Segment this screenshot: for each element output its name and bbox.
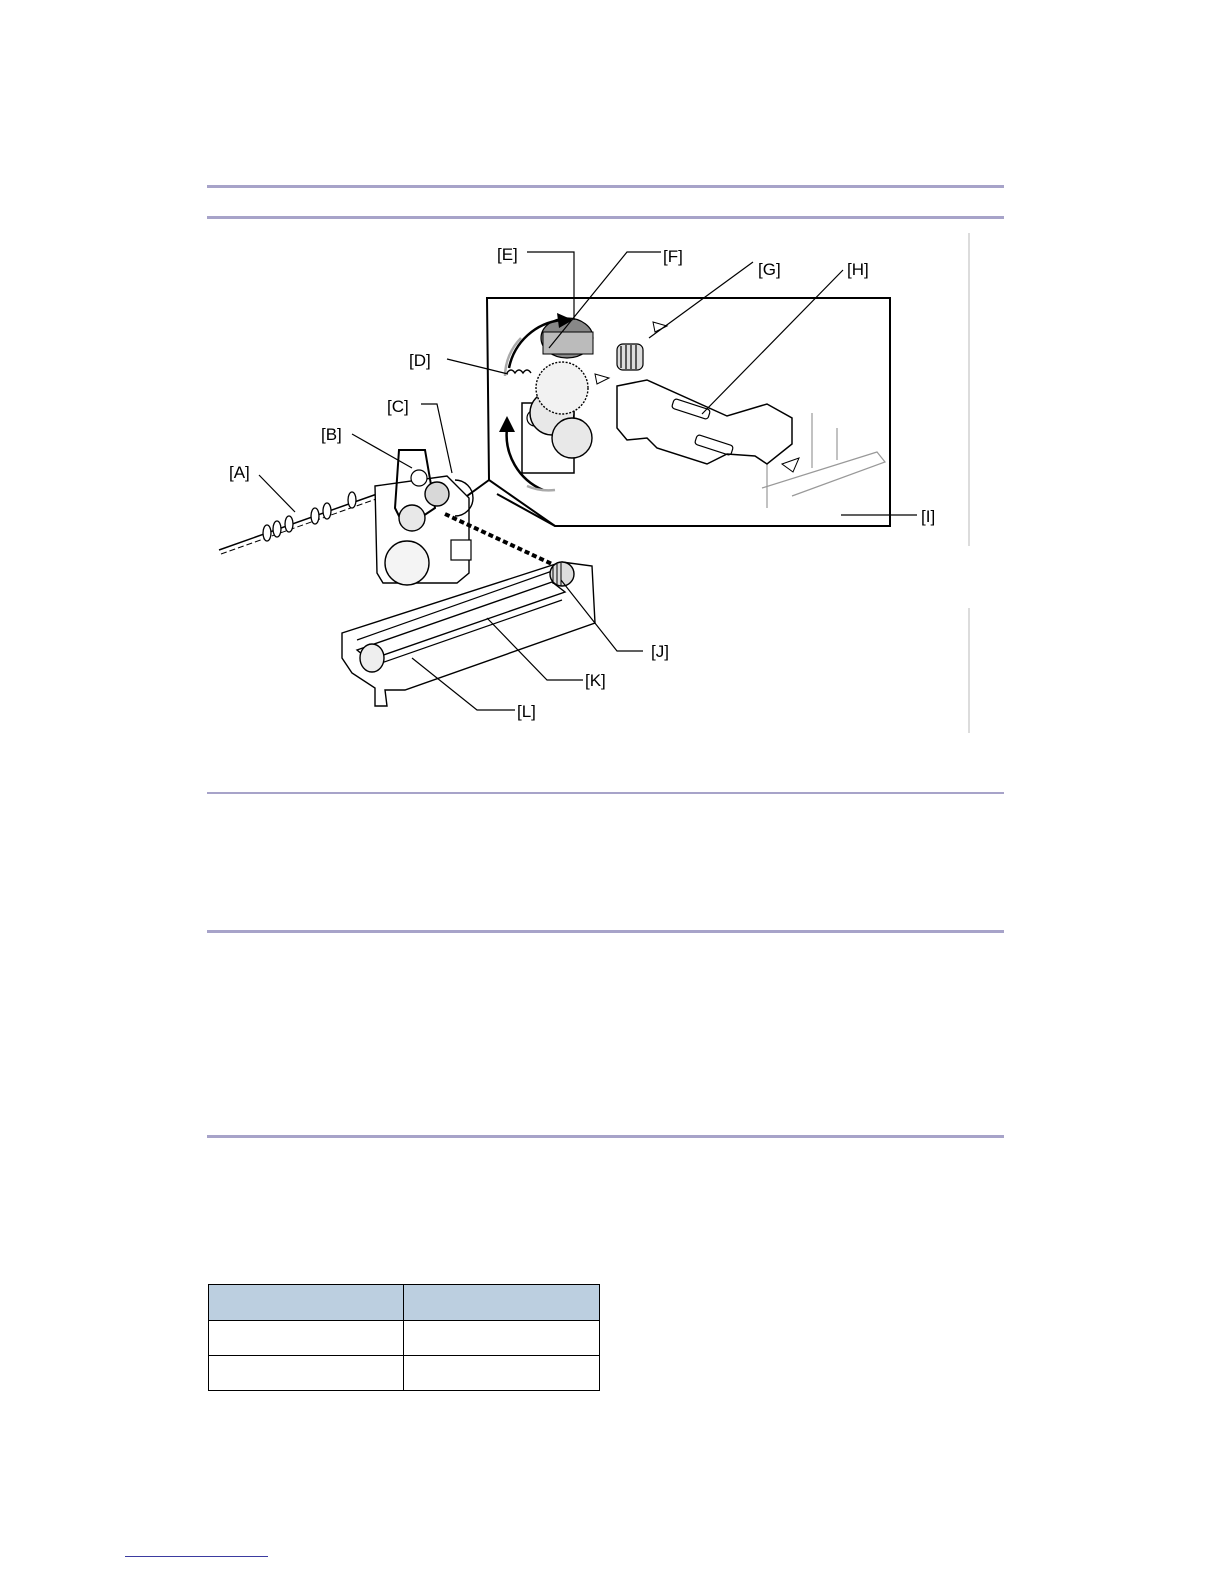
callout-c: [C]	[387, 397, 409, 416]
callout-j: [J]	[651, 642, 669, 661]
table-cell	[404, 1321, 600, 1356]
header-rule-bottom	[207, 216, 1004, 219]
table-header-row	[209, 1285, 600, 1321]
callout-h: [H]	[847, 260, 869, 279]
mechanism-diagram	[207, 228, 982, 738]
table-row	[209, 1356, 600, 1391]
callout-l: [L]	[517, 702, 536, 721]
callout-a: [A]	[229, 463, 250, 482]
header-rule-top	[207, 185, 1004, 188]
table-header-cell	[404, 1285, 600, 1321]
callout-b: [B]	[321, 425, 342, 444]
callout-g: [G]	[758, 260, 781, 279]
section-rule-3	[207, 1135, 1004, 1138]
callout-f: [F]	[663, 247, 683, 266]
section-rule-2	[207, 930, 1004, 933]
callout-e: [E]	[497, 245, 518, 264]
table-header-cell	[209, 1285, 404, 1321]
table-cell	[404, 1356, 600, 1391]
table-cell	[209, 1356, 404, 1391]
table-row	[209, 1321, 600, 1356]
callout-i: [I]	[921, 507, 936, 526]
section-rule-1	[207, 792, 1004, 794]
callout-k: [K]	[585, 671, 606, 690]
table-cell	[209, 1321, 404, 1356]
callout-d: [D]	[409, 351, 431, 370]
footnote-rule	[125, 1556, 268, 1557]
spec-table	[208, 1284, 600, 1391]
